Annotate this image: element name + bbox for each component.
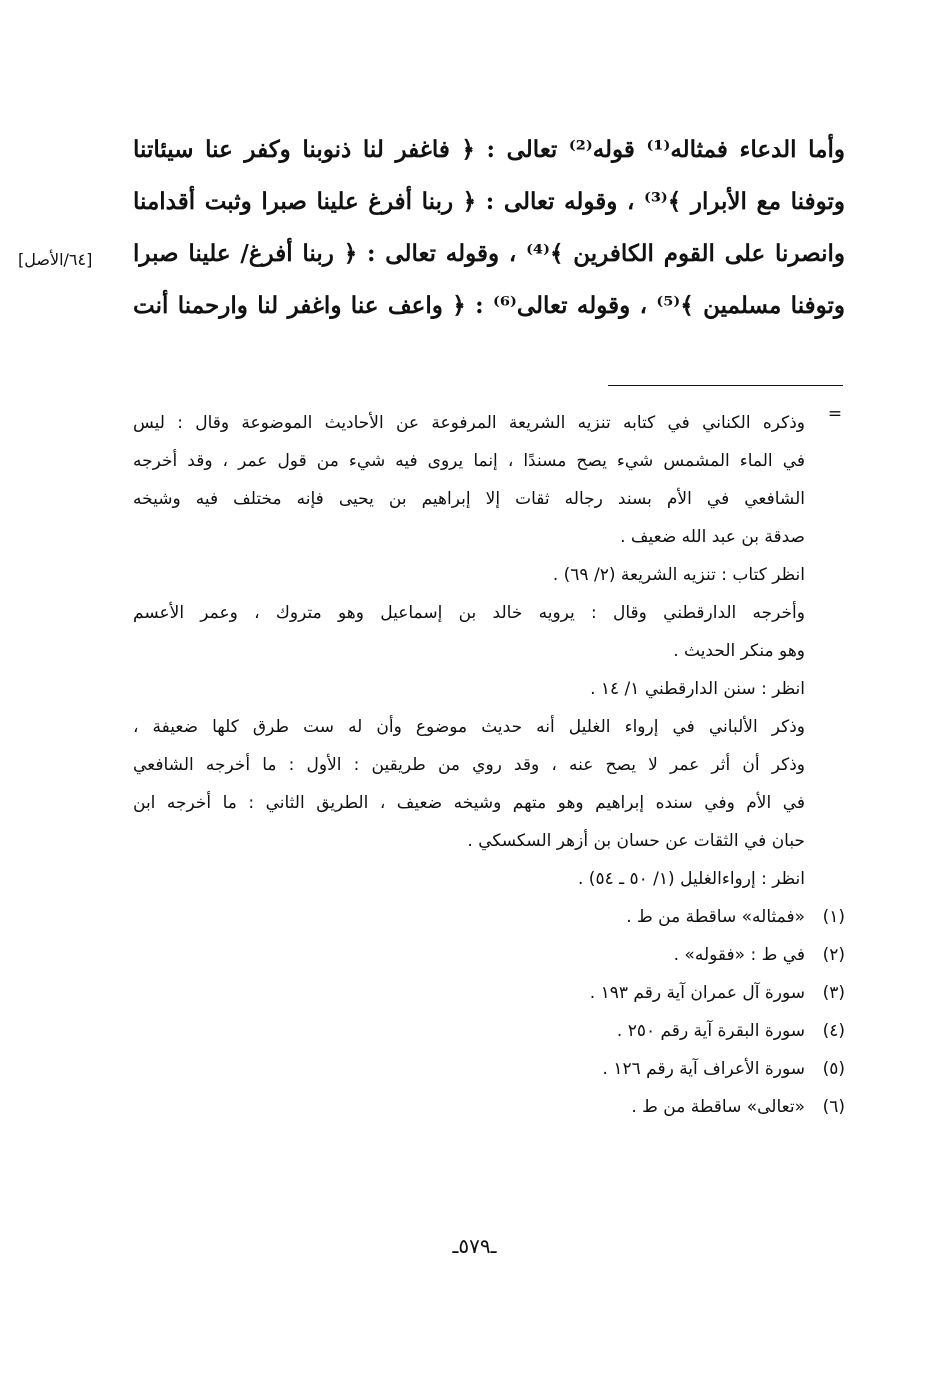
main-text-line: وأما الدعاء فمثاله⁽¹⁾ قوله⁽²⁾ تعالى : ﴿ فاغفر لنا ذنوبنا وكفر عنا سيئاتنا [133,136,845,163]
footnote-number: (٢) [822,945,845,965]
footnote-separator [608,385,843,386]
footnote-line: حبان في الثقات عن حسان بن أزهر السكسكي . [467,831,805,851]
footnote-line: وذكره الكناني في كتابه تنزيه الشريعة المرفوعة عن الأحاديث الموضوعة وقال : ليس [133,413,805,433]
footnote-number: (٥) [822,1059,845,1079]
footnote-number: (١) [822,907,845,927]
main-text [133,124,845,332]
footnote-line: وهو منكر الحديث . [673,641,805,661]
main-text-line: وتوفنا مع الأبرار ﴾⁽³⁾ ، وقوله تعالى : ﴿ ربنا أفرغ علينا صبرا وثبت أقدامنا [133,188,845,215]
footnote-line: انظر كتاب : تنزيه الشريعة (٢/ ٦٩) . [552,565,805,585]
footnote-line: انظر : إرواءالغليل (١/ ٥٠ ـ ٥٤) . [577,869,805,889]
main-text-line: وانصرنا على القوم الكافرين ﴾⁽⁴⁾ ، وقوله تعالى : ﴿ ربنا أفرغ/ علينا صبرا [133,240,845,267]
page-number: ـ٥٧٩ـ [452,1234,497,1258]
numbered-footnotes [133,898,845,1126]
footnote-continuation [133,404,845,898]
footnote-text: في ط : «فقوله» . [673,945,805,965]
footnote-text: سورة آل عمران آية رقم ١٩٣ . [589,983,805,1003]
main-text-line: وتوفنا مسلمين ﴾⁽⁵⁾ ، وقوله تعالى⁽⁶⁾ : ﴿ واعف عنا واغفر لنا وارحمنا أنت [133,292,845,319]
footnotes-section [133,404,845,1126]
continuation-marker: = [827,404,843,424]
footnote-item [133,974,845,1012]
footnote-number: (٤) [822,1021,845,1041]
footnote-item [133,1088,845,1126]
footnote-line: في الماء المشمس شيء يصح مسندًا ، إنما يروى فيه شيء من قول عمر ، وقد أخرجه [133,451,805,471]
footnote-text: سورة الأعراف آية رقم ١٢٦ . [602,1059,805,1079]
footnote-text: «تعالى» ساقطة من ط . [631,1097,805,1117]
footnote-line: انظر : سنن الدارقطني ١/ ١٤ . [590,679,805,699]
footnote-line: وذكر أن أثر عمر لا يصح عنه ، وقد روي من طريقين : الأول : ما أخرجه الشافعي [133,755,805,775]
footnote-number: (٦) [822,1097,845,1117]
footnote-item [133,898,845,936]
margin-page-reference: [٦٤/الأصل] [18,250,93,269]
footnote-line: في الأم وفي سنده إبراهيم وهو متهم وشيخه ضعيف ، الطريق الثاني : ما أخرجه ابن [133,793,805,813]
footnote-item [133,1050,845,1088]
footnote-item [133,936,845,974]
footnote-line: صدقة بن عبد الله ضعيف . [620,527,805,547]
footnote-line: وذكر الألباني في إرواء الغليل أنه حديث موضوع وأن له ست طرق كلها ضعيفة ، [133,717,805,737]
footnote-text: «فمثاله» ساقطة من ط . [626,907,805,927]
footnote-line: الشافعي في الأم بسند رجاله ثقات إلا إبراهيم بن يحيى فإنه مختلف فيه وشيخه [133,489,805,509]
footnote-line: وأخرجه الدارقطني وقال : يرويه خالد بن إسماعيل وهو متروك ، وعمر الأعسم [133,603,805,623]
footnote-number: (٣) [822,983,845,1003]
footnote-text: سورة البقرة آية رقم ٢٥٠ . [616,1021,805,1041]
footnote-item [133,1012,845,1050]
